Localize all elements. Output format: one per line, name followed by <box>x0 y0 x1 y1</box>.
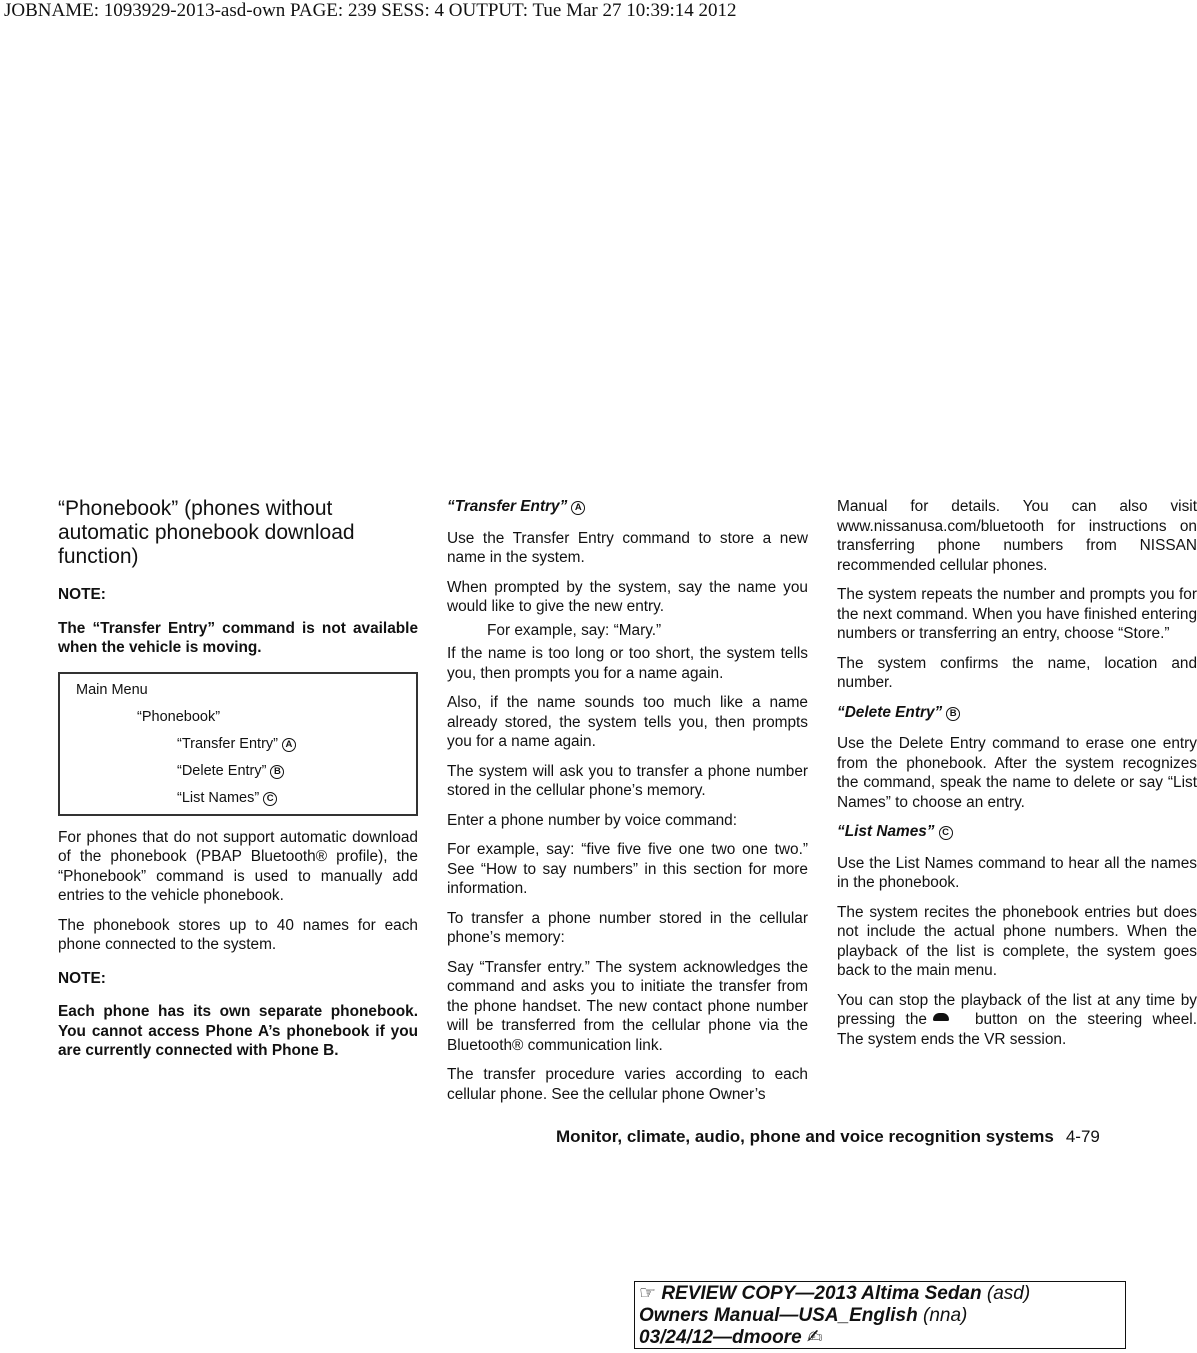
marker-c-icon: C <box>939 826 953 840</box>
page-number: 4-79 <box>1065 1127 1100 1146</box>
menu-main: Main Menu <box>76 681 148 698</box>
marker-a-icon: A <box>571 501 585 515</box>
paragraph: Say “Transfer entry.” The system acknowledges the command and asks you to initiate the transfer from the phone handset. The new contact phone number will be transferred from the cellular phone via the Bluetooth® communication link. <box>447 958 808 1054</box>
paragraph-with-icon <box>837 991 1197 1050</box>
paragraph: Use the Delete Entry command to erase one entry from the phonebook. After the system recognizes the command, speak the name to delete or say “List Names” to choose an entry. <box>837 735 1197 811</box>
paragraph: The phonebook stores up to 40 names for each phone connected to the system. <box>58 916 418 953</box>
paragraph: To transfer a phone number stored in the cellular phone’s memory: <box>447 909 808 946</box>
delete-entry-heading <box>837 703 1197 723</box>
paragraph: Also, if the name sounds too much like a name already stored, the system tells you, then prompts you for a name again. <box>447 694 808 750</box>
paragraph: The transfer procedure varies according to each cellular phone. See the cellular phone Owner’s <box>447 1066 808 1103</box>
paragraph: Manual for details. You can also visit www.nissanusa.com/bluetooth for instructions on transferring phone numbers from NISSAN recommended cellular phones. <box>837 498 1197 574</box>
note-text: The “Transfer Entry” command is not available when the vehicle is moving. <box>58 619 418 656</box>
column-1 <box>58 497 418 1071</box>
phone-hangup-icon <box>933 1013 949 1021</box>
transfer-entry-label: “Transfer Entry” <box>447 498 568 515</box>
review-lang-code: (nna) <box>923 1305 968 1326</box>
menu-phonebook: “Phonebook” <box>137 708 221 725</box>
note-label: NOTE: <box>58 586 106 603</box>
delete-entry-label: “Delete Entry” <box>837 703 943 721</box>
marker-c-icon: C <box>263 792 277 806</box>
writing-hand-icon: ✍ <box>806 1327 823 1348</box>
note-text: Each phone has its own separate phonebook. You cannot access Phone A’s phonebook if you are currently connected with Phone B. <box>58 1003 418 1059</box>
note-label: NOTE: <box>58 969 106 987</box>
list-names-label: “List Names” <box>837 823 935 840</box>
transfer-entry-heading <box>447 497 808 517</box>
pointing-hand-icon: ☞ <box>639 1283 657 1304</box>
marker-b-icon: B <box>270 765 284 779</box>
jobname-header: JOBNAME: 1093929-2013-asd-own PAGE: 239 SESS: 4 OUTPUT: Tue Mar 27 10:39:14 2012 <box>4 0 737 21</box>
column-3 <box>837 497 1197 1059</box>
paragraph: The system recites the phonebook entries but does not include the actual phone numbers. When the playback of the list is complete, the system goes back to the main menu. <box>837 903 1197 979</box>
paragraph: For example, say: “five five five one two one two.” See “How to say numbers” in this section for more information. <box>447 841 808 897</box>
paragraph: The system confirms the name, location and number. <box>837 654 1197 691</box>
paragraph: Use the Transfer Entry command to store a new name in the system. <box>447 529 808 566</box>
menu-tree-box <box>58 672 418 816</box>
marker-a-icon: A <box>282 738 296 752</box>
menu-delete-label: “Delete Entry” <box>177 762 267 779</box>
paragraph-part: You can stop the playback of the list at any time by pressing the <box>837 991 1197 1028</box>
menu-transfer-entry <box>60 731 416 758</box>
menu-transfer-label: “Transfer Entry” <box>177 735 278 752</box>
paragraph: For phones that do not support automatic download of the phonebook (PBAP Bluetooth® profile), the “Phonebook” command is used to manually add entries to the vehicle phonebook. <box>58 828 418 904</box>
review-line-2 <box>639 1305 1121 1327</box>
review-line-1 <box>639 1283 1121 1305</box>
review-manual: Owners Manual—USA_English <box>639 1305 918 1326</box>
menu-delete-entry <box>60 758 416 785</box>
paragraph: When prompted by the system, say the name you would like to give the new entry. <box>447 578 808 615</box>
menu-list-names <box>60 785 416 812</box>
page-footer <box>556 1126 1100 1148</box>
section-heading: “Phonebook” (phones without automatic phonebook download function) <box>58 497 355 568</box>
menu-list-label: “List Names” <box>177 789 260 806</box>
paragraph: The system repeats the number and prompts you for the next command. When you have finished entering numbers or transferring an entry, choose “Store.” <box>837 586 1197 642</box>
review-title: REVIEW COPY—2013 Altima Sedan <box>661 1283 982 1304</box>
review-code: (asd) <box>986 1283 1031 1304</box>
list-names-heading <box>837 822 1197 842</box>
paragraph: Use the List Names command to hear all the names in the phonebook. <box>837 854 1197 891</box>
marker-b-icon: B <box>946 707 960 721</box>
review-date-author: 03/24/12—dmoore <box>639 1327 802 1348</box>
paragraph: If the name is too long or too short, the system tells you, then prompts you for a name again. <box>447 645 808 682</box>
review-copy-stamp <box>634 1281 1126 1349</box>
example-paragraph: For example, say: “Mary.” <box>487 621 662 639</box>
footer-section-title: Monitor, climate, audio, phone and voice recognition systems <box>556 1127 1054 1146</box>
column-2 <box>447 497 808 1114</box>
paragraph-part: button on the steering wheel. The system ends the VR session. <box>837 1011 1197 1048</box>
paragraph: Enter a phone number by voice command: <box>447 811 738 829</box>
review-line-3 <box>639 1327 1121 1349</box>
paragraph: The system will ask you to transfer a phone number stored in the cellular phone’s memory. <box>447 762 808 799</box>
